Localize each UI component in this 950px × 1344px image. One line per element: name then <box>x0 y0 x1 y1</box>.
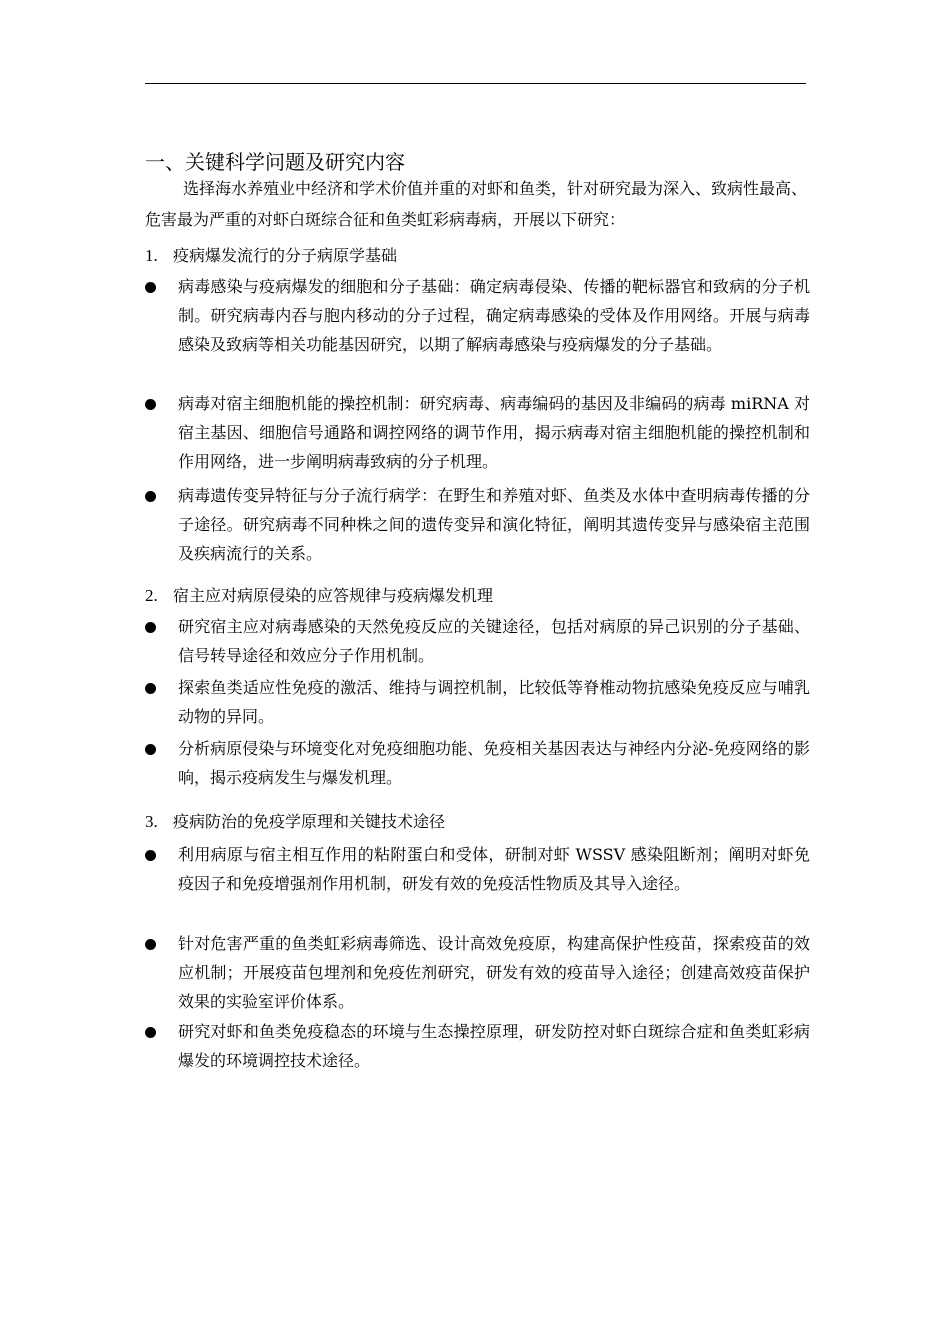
bullet-icon <box>145 622 156 633</box>
subsection-heading <box>145 809 806 835</box>
header-rule <box>145 83 806 84</box>
subsection-number: 3. <box>145 812 158 831</box>
list-item-text: 针对危害严重的鱼类虹彩病毒筛选、设计高效免疫原，构建高保护性疫苗，探索疫苗的效应机制；开展疫苗包埋剂和免疫佐剂研究，研发有效的疫苗导入途径；创建高效疫苗保护效果的实验室评价体系。 <box>178 934 810 1011</box>
subsection-number: 1. <box>145 246 158 265</box>
list-item-text: 利用病原与宿主相互作用的粘附蛋白和受体，研制对虾 WSSV 感染阻断剂；阐明对虾免疫因子和免疫增强剂作用机制，研发有效的免疫活性物质及其导入途径。 <box>178 845 810 893</box>
subsection-title: 疫病爆发流行的分子病原学基础 <box>173 246 398 265</box>
intro-paragraph: 选择海水养殖业中经济和学术价值并重的对虾和鱼类，针对研究最为深入、致病性最高、危害最为严重的对虾白斑综合征和鱼类虹彩病毒病，开展以下研究： <box>145 179 808 229</box>
subsection-heading <box>145 243 806 269</box>
list-item-text: 病毒感染与疫病爆发的细胞和分子基础：确定病毒侵染、传播的靶标器官和致病的分子机制。研究病毒内吞与胞内移动的分子过程，确定病毒感染的受体及作用网络。开展与病毒感染及致病等相关功能基因研究，以期了解病毒感染与疫病爆发的分子基础。 <box>178 277 810 354</box>
bullet-icon <box>145 939 156 950</box>
list-item-text: 分析病原侵染与环境变化对免疫细胞功能、免疫相关基因表达与神经内分泌-免疫网络的影响，揭示疫病发生与爆发机理。 <box>178 739 810 787</box>
subsection-title: 疫病防治的免疫学原理和关键技术途径 <box>173 812 446 831</box>
bullet-icon <box>145 282 156 293</box>
list-item-text: 病毒对宿主细胞机能的操控机制：研究病毒、病毒编码的基因及非编码的病毒 miRNA 对宿主基因、细胞信号通路和调控网络的调节作用，揭示病毒对宿主细胞机能的操控机制和作用网络，进一步阐明病毒致病的分子机理。 <box>178 394 810 471</box>
list-item-text: 探索鱼类适应性免疫的激活、维持与调控机制，比较低等脊椎动物抗感染免疫反应与哺乳动物的异同。 <box>178 678 810 726</box>
bullet-icon <box>145 744 156 755</box>
bullet-icon <box>145 683 156 694</box>
list-item-text: 病毒遗传变异特征与分子流行病学：在野生和养殖对虾、鱼类及水体中查明病毒传播的分子途径。研究病毒不同种株之间的遗传变异和演化特征，阐明其遗传变异与感染宿主范围及疾病流行的关系。 <box>178 486 810 563</box>
bullet-icon <box>145 491 156 502</box>
list-item-text: 研究宿主应对病毒感染的天然免疫反应的关键途径，包括对病原的异己识别的分子基础、信号转导途径和效应分子作用机制。 <box>178 617 810 665</box>
section-title: 一、关键科学问题及研究内容 <box>145 150 405 174</box>
subsection-number: 2. <box>145 586 158 605</box>
list-item-text: 研究对虾和鱼类免疫稳态的环境与生态操控原理，研发防控对虾白斑综合症和鱼类虹彩病爆发的环境调控技术途径。 <box>178 1022 810 1070</box>
subsection-heading <box>145 583 806 609</box>
bullet-icon <box>145 1027 156 1038</box>
subsection-title: 宿主应对病原侵染的应答规律与疫病爆发机理 <box>173 586 494 605</box>
bullet-icon <box>145 399 156 410</box>
bullet-icon <box>145 850 156 861</box>
